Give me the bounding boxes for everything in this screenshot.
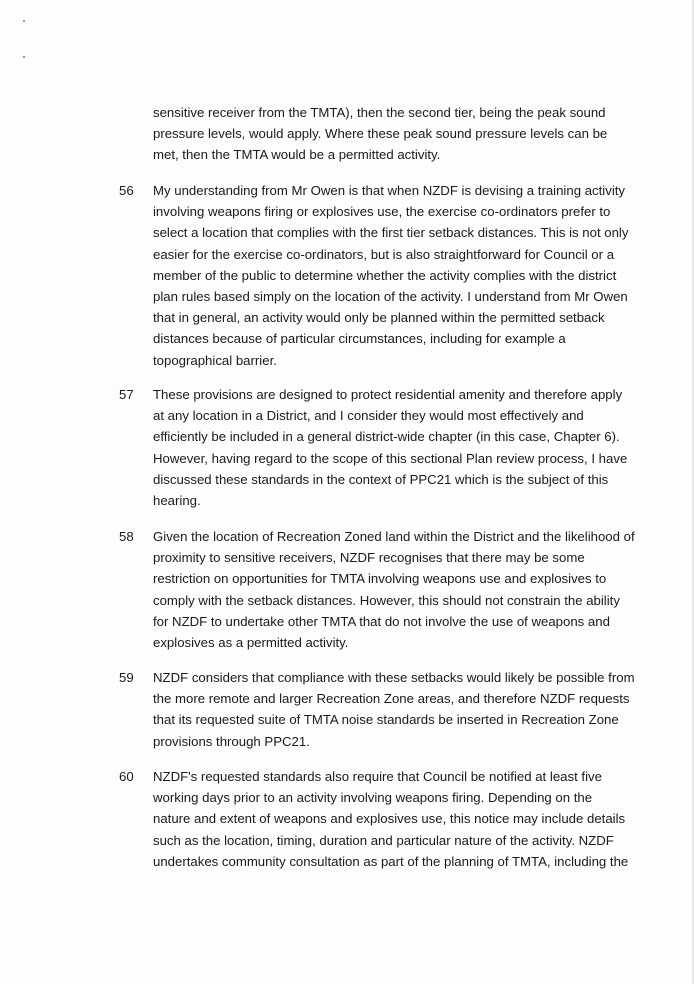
paragraph-number: 59 (119, 670, 134, 685)
paragraph-text (153, 384, 628, 511)
text-line: However, having regard to the scope of this sectional Plan review process, I have (153, 450, 628, 466)
text-line: These provisions are designed to protect residential amenity and therefore apply (153, 387, 623, 402)
text-line: provisions through PPC21. (153, 733, 310, 749)
paragraph-text (153, 526, 635, 653)
text-line: member of the public to determine whether the activity complies with the district (153, 267, 617, 283)
text-line: plan rules based simply on the location of the activity. I understand from Mr Owen (153, 289, 628, 305)
scan-speck (23, 56, 25, 58)
paragraph-text (153, 766, 629, 872)
paragraph-number: 58 (119, 529, 134, 544)
text-line: at any location in a District, and I consider they would most effectively and (153, 408, 584, 424)
text-line: nature and extent of weapons and explosives use, this notice may include details (153, 811, 626, 827)
text-line: hearing. (153, 493, 201, 509)
text-line: working days prior to an activity involving weapons firing. Depending on the (153, 790, 593, 806)
text-line: easier for the exercise co-ordinators, but is also straightforward for Council or a (153, 246, 615, 262)
paragraph-text (153, 180, 629, 371)
paragraph-text (153, 102, 613, 166)
paragraph-number: 60 (119, 769, 134, 784)
text-line: pressure levels, would apply. Where these peak sound pressure levels can be (153, 126, 608, 142)
text-line: explosives as a permitted activity. (153, 635, 349, 651)
text-line: Given the location of Recreation Zoned land within the District and the likelihood of (153, 529, 635, 544)
text-line: such as the location, timing, duration and particular nature of the activity. NZDF (153, 832, 614, 848)
text-line: My understanding from Mr Owen is that when NZDF is devising a training activity (153, 183, 626, 198)
text-line: that in general, an activity would only be planned within the permitted setback (153, 310, 605, 326)
text-line: met, then the TMTA would be a permitted activity. (153, 147, 441, 163)
text-line: topographical barrier. (153, 352, 277, 368)
text-line: comply with the setback distances. However, this should not constrain the ability (153, 592, 620, 608)
paragraph-number: 56 (119, 183, 134, 198)
text-line: involving weapons firing or explosives use, the exercise co-ordinators prefer to (153, 204, 611, 220)
text-line: proximity to sensitive receivers, NZDF recognises that there may be some (153, 550, 585, 566)
text-line: that its requested suite of TMTA noise standards be inserted in Recreation Zone (153, 712, 619, 728)
text-line: select a location that complies with the first tier setback distances. This is not only (153, 225, 629, 241)
paragraph-text (153, 667, 635, 752)
text-line: restriction on opportunities for TMTA involving weapons use and explosives to (153, 571, 607, 587)
text-line: distances because of particular circumstances, including for example a (153, 331, 566, 347)
text-line: the more remote and larger Recreation Zone areas, and therefore NZDF requests (153, 691, 630, 707)
text-line: NZDF's requested standards also require that Council be notified at least five (153, 769, 602, 784)
text-line: undertakes community consultation as part of the planning of TMTA, including the (153, 853, 629, 869)
text-line: for NZDF to undertake other TMTA that do not involve the use of weapons and (153, 613, 610, 629)
text-line: discussed these standards in the context of PPC21 which is the subject of this (153, 471, 609, 487)
text-line: sensitive receiver from the TMTA), then the second tier, being the peak sound (153, 105, 606, 120)
paragraph-number: 57 (119, 387, 134, 402)
scan-speck (23, 20, 25, 22)
text-line: efficiently be included in a general district-wide chapter (in this case, Chapter 6). (153, 429, 620, 445)
text-line: NZDF considers that compliance with these setbacks would likely be possible from (153, 670, 635, 685)
